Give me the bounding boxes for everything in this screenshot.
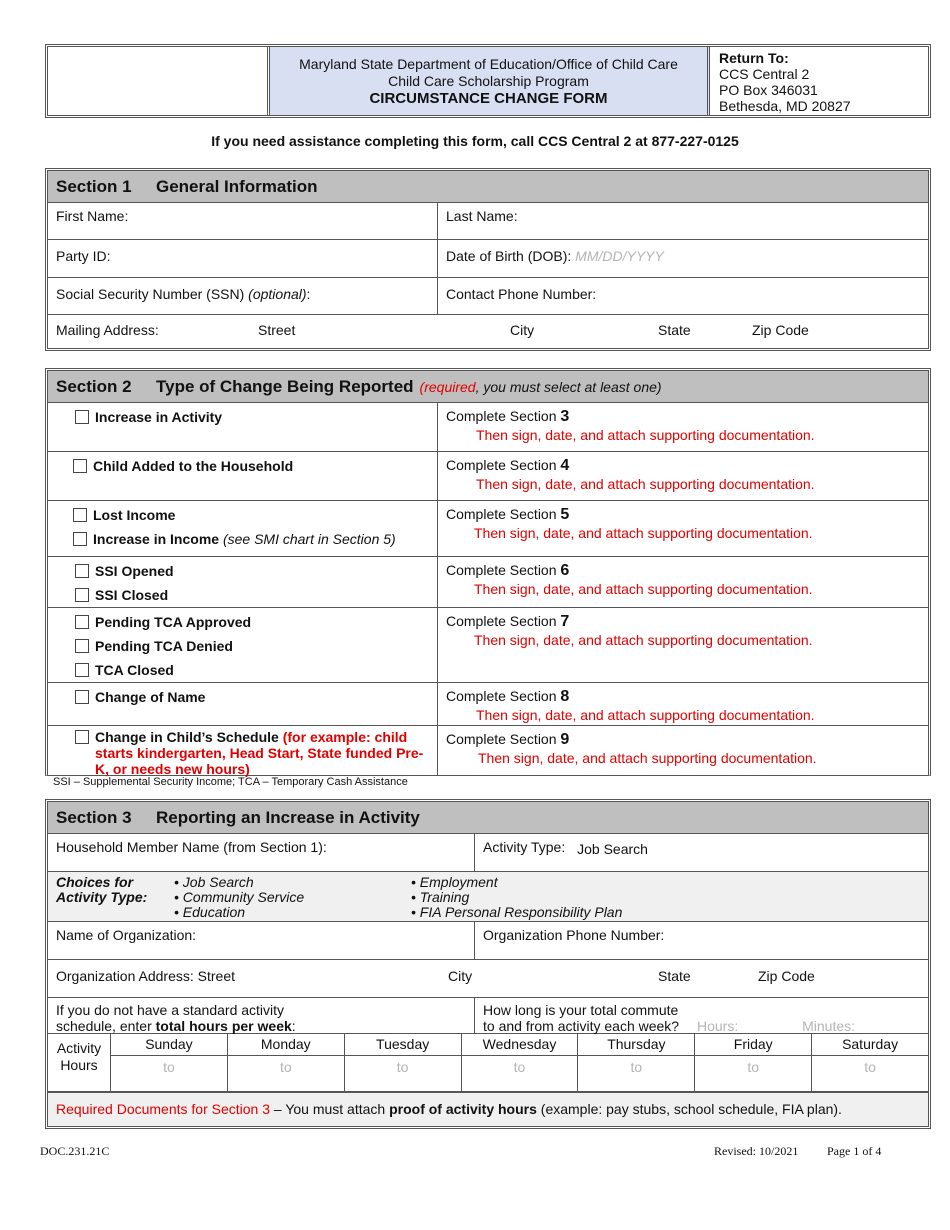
page-number: Page 1 of 4 — [827, 1144, 882, 1158]
change-row-activity — [48, 403, 928, 452]
activity-hours-label: Activity Hours — [56, 1040, 102, 1073]
tca-closed-checkbox[interactable]: TCA Closed — [75, 661, 429, 679]
return-address — [713, 47, 928, 115]
schedule-example: (for example: child starts kindergarten, Head Start, State funded Pre-K, or needs new hours) — [95, 729, 424, 777]
activity-type-value: Job Search — [577, 841, 648, 857]
section-3-number: Section 3 — [56, 807, 132, 827]
complete-section-9: Complete Section 9 — [446, 731, 570, 748]
street-label: Street — [258, 322, 296, 338]
mailing-address-row[interactable] — [48, 315, 928, 351]
activity-hours-grid — [48, 1034, 928, 1092]
section-1 — [45, 168, 931, 351]
day-tuesday: Tuesday — [344, 1034, 461, 1055]
saturday-hours-input[interactable]: to — [811, 1056, 928, 1091]
required-documents-note: Required Documents for Section 3 – You must attach proof of activity hours (example: pay stubs, school schedule, FIA plan). — [48, 1092, 928, 1126]
section-2-title: Type of Change Being Reported — [156, 376, 414, 396]
sign-instruction: Then sign, date, and attach supporting documentation. — [476, 707, 815, 723]
sign-instruction: Then sign, date, and attach supporting documentation. — [474, 525, 813, 541]
change-row-ssi — [48, 557, 928, 608]
abbreviation-footnote: SSI – Supplemental Security Income; TCA – Temporary Cash Assistance — [53, 776, 408, 788]
change-row-schedule — [48, 726, 928, 776]
section-1-title: General Information — [156, 176, 318, 196]
ssn-field[interactable]: Social Security Number (SSN) (optional): — [56, 286, 311, 302]
return-line-2: PO Box 346031 — [719, 82, 818, 98]
org-phone-field[interactable]: Organization Phone Number: — [474, 922, 928, 959]
section-2-number: Section 2 — [56, 376, 132, 396]
header-title-block — [270, 47, 710, 115]
return-label: Return To: — [719, 50, 789, 66]
lost-income-checkbox[interactable]: Lost Income — [73, 506, 429, 524]
sign-instruction: Then sign, date, and attach supporting documentation. — [476, 476, 815, 492]
wednesday-hours-input[interactable]: to — [461, 1056, 578, 1091]
change-row-income — [48, 501, 928, 557]
change-schedule-checkbox[interactable]: Change in Child’s Schedule (for example: child starts kindergarten, Head Start, State funded Pre-K, or needs new hours) — [75, 729, 429, 777]
assistance-line: If you need assistance completing this form, call CCS Central 2 at 877-227-0125 — [211, 133, 739, 149]
increase-income-checkbox[interactable]: Increase in Income (see SMI chart in Section 5) — [73, 530, 429, 548]
zip-label: Zip Code — [752, 322, 809, 338]
section-3 — [45, 799, 931, 1129]
state-label: State — [658, 968, 691, 984]
org-address-row[interactable] — [48, 960, 928, 998]
member-row — [48, 834, 928, 872]
tca-denied-checkbox[interactable]: Pending TCA Denied — [75, 637, 429, 655]
household-member-field[interactable]: Household Member Name (from Section 1): — [56, 839, 327, 855]
name-row — [48, 203, 928, 240]
last-name-field[interactable]: Last Name: — [437, 203, 928, 239]
day-friday: Friday — [694, 1034, 811, 1055]
complete-section-6: Complete Section 6 — [446, 562, 570, 579]
form-header — [45, 44, 931, 118]
day-thursday: Thursday — [577, 1034, 694, 1055]
complete-section-7: Complete Section 7 — [446, 613, 570, 630]
hours-commute-row — [48, 998, 928, 1034]
revision-date: Revised: 10/2021 — [714, 1144, 799, 1158]
form-title: CIRCUMSTANCE CHANGE FORM — [369, 89, 608, 107]
choices-label: Choices for Activity Type: — [56, 874, 148, 905]
choices-left-list: • Job Search • Community Service • Education — [174, 874, 305, 920]
agency-name: Maryland State Department of Education/Office of Child Care — [299, 55, 678, 72]
tuesday-hours-input[interactable]: to — [344, 1056, 461, 1091]
mailing-address-label: Mailing Address: — [56, 322, 159, 338]
section-1-number: Section 1 — [56, 176, 132, 196]
contact-phone-field[interactable]: Contact Phone Number: — [437, 278, 928, 314]
sign-instruction: Then sign, date, and attach supporting documentation. — [474, 581, 813, 597]
choices-right-list: • Employment • Training • FIA Personal Responsibility Plan — [411, 874, 623, 920]
return-line-1: CCS Central 2 — [719, 66, 810, 82]
dob-placeholder: MM/DD/YYYY — [575, 248, 664, 264]
change-name-checkbox[interactable]: Change of Name — [75, 688, 429, 706]
tca-approved-checkbox[interactable]: Pending TCA Approved — [75, 613, 429, 631]
street-label: Street — [197, 968, 235, 984]
activity-type-field[interactable]: Activity Type: Job Search — [474, 834, 928, 871]
hours-placeholder: Hours: — [697, 1018, 739, 1034]
day-saturday: Saturday — [811, 1034, 928, 1055]
section-2 — [45, 368, 931, 776]
hours-per-week-field[interactable]: If you do not have a standard activity schedule, enter total hours per week: — [56, 1002, 296, 1034]
change-row-tca — [48, 608, 928, 683]
document-id: DOC.231.21C — [40, 1144, 110, 1158]
activity-choices — [48, 872, 928, 922]
complete-section-4: Complete Section 4 — [446, 457, 570, 474]
ssi-opened-checkbox[interactable]: SSI Opened — [75, 562, 429, 580]
sign-instruction: Then sign, date, and attach supporting documentation. — [478, 750, 817, 766]
city-label: City — [448, 968, 473, 984]
section-1-header — [48, 171, 928, 203]
logo-area — [48, 47, 270, 115]
thursday-hours-input[interactable]: to — [577, 1056, 694, 1091]
state-label: State — [658, 322, 691, 338]
complete-section-8: Complete Section 8 — [446, 688, 570, 705]
sign-instruction: Then sign, date, and attach supporting documentation. — [476, 427, 815, 443]
day-sunday: Sunday — [110, 1034, 227, 1055]
sunday-hours-input[interactable]: to — [110, 1056, 227, 1091]
section-3-header — [48, 802, 928, 834]
complete-section-3: Complete Section 3 — [446, 408, 570, 425]
increase-activity-checkbox[interactable]: Increase in Activity — [75, 408, 429, 426]
dob-field[interactable]: Date of Birth (DOB): MM/DD/YYYY — [437, 240, 928, 277]
minutes-placeholder: Minutes: — [802, 1018, 856, 1034]
complete-section-5: Complete Section 5 — [446, 506, 570, 523]
organization-row — [48, 922, 928, 960]
program-name: Child Care Scholarship Program — [388, 72, 589, 89]
return-line-3: Bethesda, MD 20827 — [719, 98, 851, 114]
change-row-child-added — [48, 452, 928, 501]
sign-instruction: Then sign, date, and attach supporting documentation. — [474, 632, 813, 648]
monday-hours-input[interactable]: to — [227, 1056, 344, 1091]
day-wednesday: Wednesday — [461, 1034, 578, 1055]
change-row-name — [48, 683, 928, 726]
city-label: City — [510, 322, 535, 338]
child-added-checkbox[interactable]: Child Added to the Household — [73, 457, 429, 475]
friday-hours-input[interactable]: to — [694, 1056, 811, 1091]
required-note: (required — [419, 378, 476, 395]
party-id-field[interactable]: Party ID: — [56, 248, 111, 264]
ssi-closed-checkbox[interactable]: SSI Closed — [75, 586, 429, 604]
org-name-field[interactable]: Name of Organization: — [56, 927, 197, 943]
commute-field[interactable]: How long is your total commute to and from activity each week? Hours: Minutes: — [474, 998, 928, 1033]
section-3-title: Reporting an Increase in Activity — [156, 807, 420, 827]
id-row — [48, 240, 928, 278]
day-monday: Monday — [227, 1034, 344, 1055]
section-2-header: Section 2 Type of Change Being Reported (required, you must select at least one) — [48, 371, 928, 403]
ssn-row — [48, 278, 928, 315]
org-address-label: Organization Address: — [56, 968, 194, 984]
first-name-field[interactable]: First Name: — [56, 208, 129, 224]
zip-label: Zip Code — [758, 968, 815, 984]
